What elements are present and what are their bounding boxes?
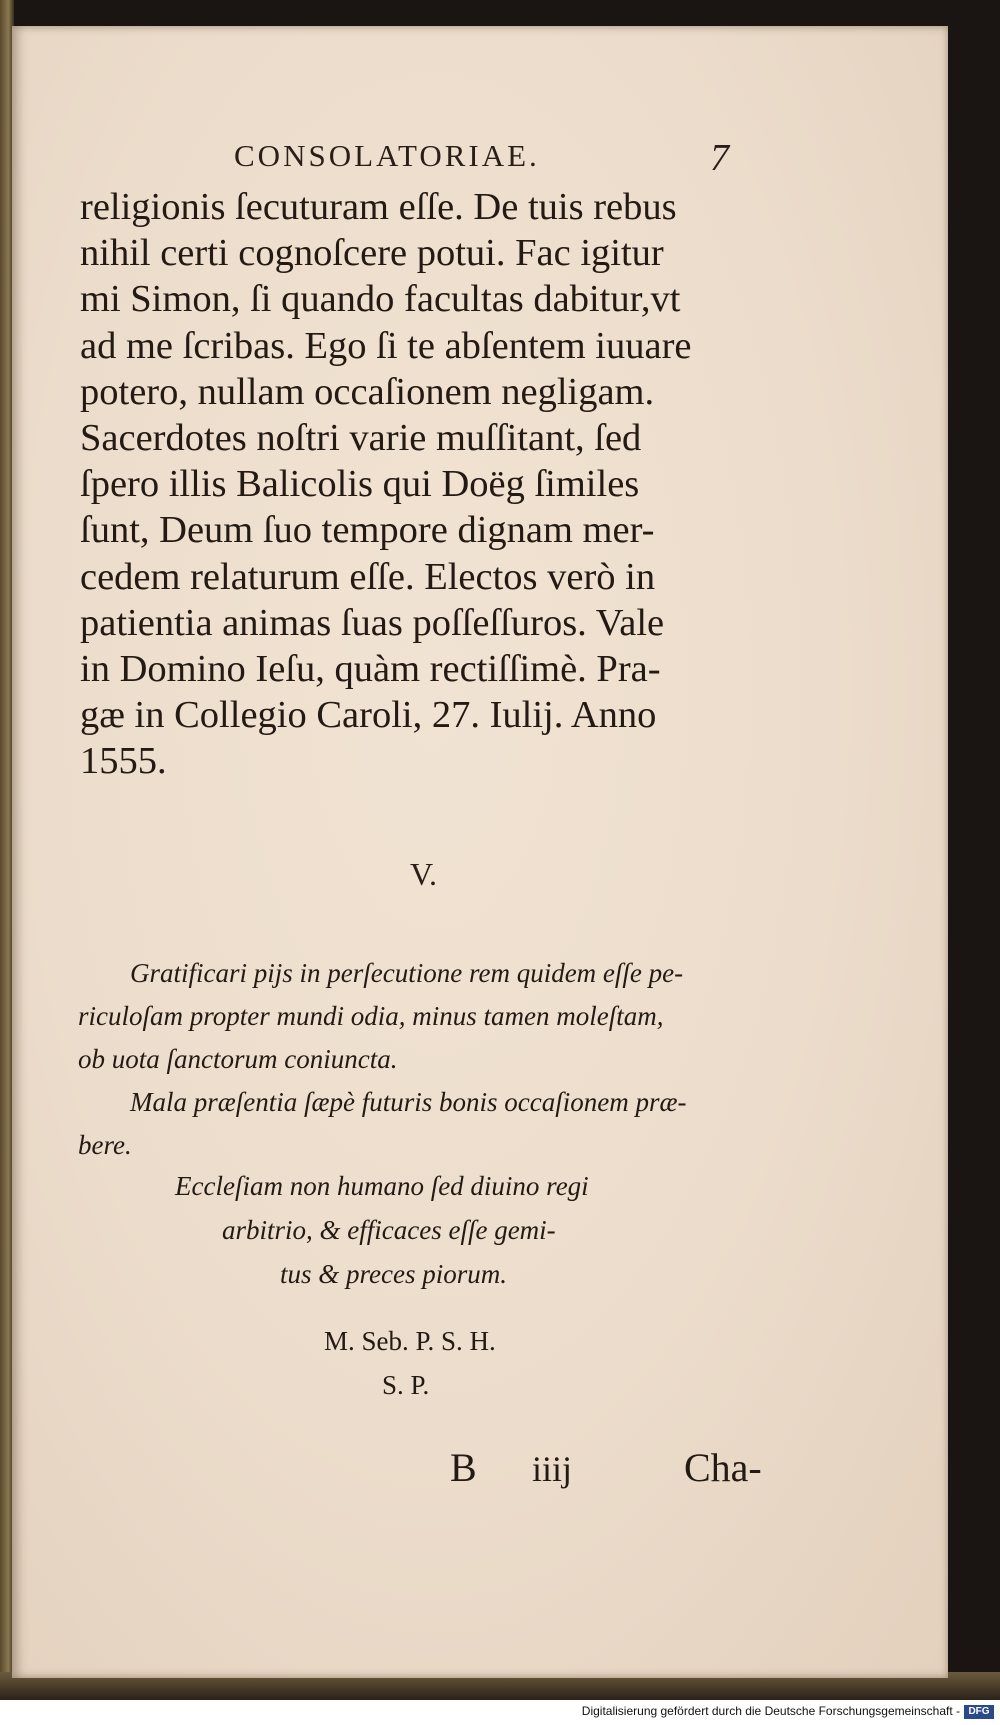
- credit-text: Digitalisierung gefördert durch die Deutsche Forschungsgemeinschaft -: [581, 1704, 960, 1718]
- body-line: Sacerdotes noſtri varie muſſitant, ſed: [80, 417, 642, 460]
- section-argument: [78, 952, 794, 1167]
- summary-block: [12, 1164, 948, 1296]
- signature-mark: B: [450, 1445, 477, 1490]
- body-line: 1555.: [80, 740, 167, 783]
- page-number: 7: [710, 137, 729, 179]
- body-line: cedem relaturum eſſe. Electos verò in: [80, 555, 656, 598]
- summary-line: arbitrio, & efficaces eſſe gemi-: [222, 1215, 556, 1245]
- body-line: in Domino Ieſu, quàm rectiſſimè. Pra-: [80, 648, 661, 691]
- book-page: [12, 26, 948, 1678]
- dfg-logo: DFG: [964, 1705, 994, 1719]
- argument-line: ob uota ſanctorum coniuncta.: [78, 1044, 398, 1074]
- author-signature: [12, 1319, 948, 1407]
- argument-line: bere.: [78, 1130, 132, 1160]
- body-line: patientia animas ſuas poſſeſſuros. Vale: [80, 601, 665, 644]
- body-line: ſpero illis Balicolis qui Doëg ſimiles: [80, 463, 640, 506]
- page-footer: [12, 1444, 948, 1494]
- body-line: ad me ſcribas. Ego ſi te abſentem iuuare: [80, 324, 692, 367]
- credit-bar: [0, 1700, 1000, 1725]
- letter-body: [80, 184, 792, 785]
- signature-line: S. P.: [382, 1370, 430, 1400]
- argument-line: Mala præſentia ſæpè futuris bonis occaſionem præ-: [130, 1087, 687, 1117]
- body-line: potero, nullam occaſionem negligam.: [80, 370, 655, 413]
- body-line: ſunt, Deum ſuo tempore dignam mer-: [80, 509, 655, 552]
- argument-line: Gratificari pijs in perſecutione rem quidem eſſe pe-: [130, 958, 684, 988]
- signature-line: M. Seb. P. S. H.: [324, 1326, 496, 1356]
- page-header: [12, 138, 948, 178]
- summary-line: tus & preces piorum.: [280, 1259, 507, 1289]
- body-line: religionis ſecuturam eſſe. De tuis rebus: [80, 186, 677, 228]
- body-line: mi Simon, ſi quando facultas dabitur,vt: [80, 278, 681, 321]
- catchword: Cha-: [684, 1445, 762, 1490]
- argument-line: riculoſam propter mundi odia, minus tamen moleſtam,: [78, 1001, 664, 1031]
- body-line: gæ in Collegio Caroli, 27. Iulij. Anno: [80, 694, 657, 737]
- body-line: nihil certi cognoſcere potui. Fac igitur: [80, 232, 664, 275]
- running-head: CONSOLATORIAE.: [234, 138, 540, 173]
- signature-number: iiij: [532, 1449, 573, 1489]
- section-number: V.: [410, 856, 437, 892]
- summary-line: Eccleſiam non humano ſed diuino regi: [175, 1171, 589, 1201]
